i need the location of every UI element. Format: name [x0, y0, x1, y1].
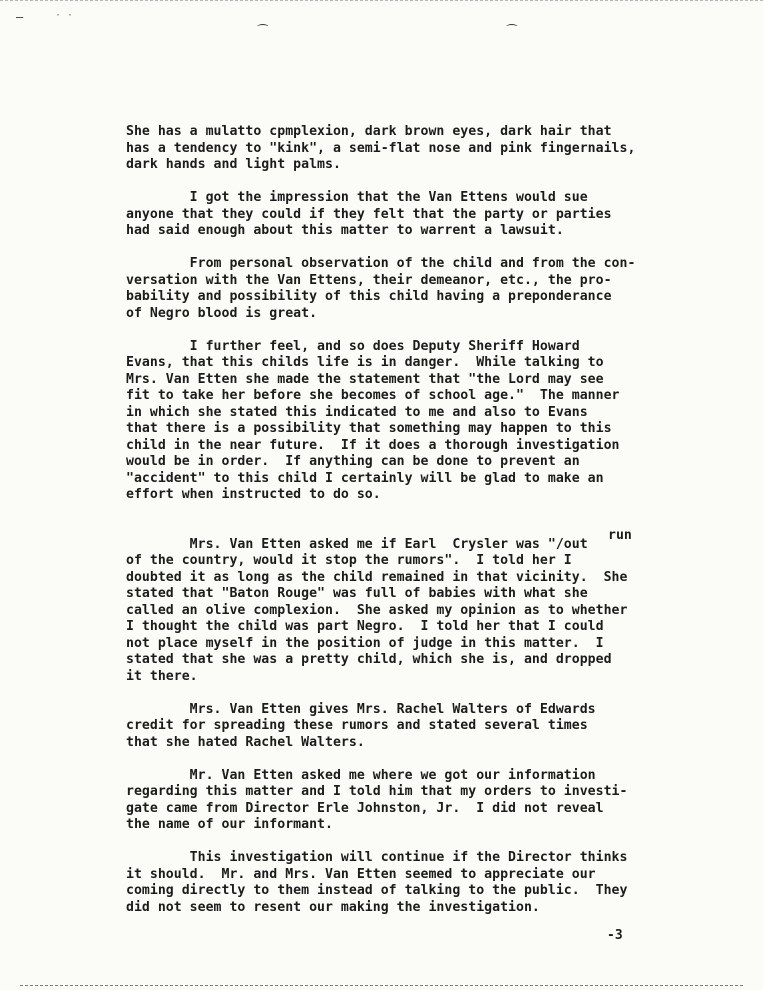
text-line: I got the impression that the Van Ettens would sue: [126, 190, 588, 205]
text-line: child in the near future. If it does a thorough investigation: [126, 437, 620, 453]
text-line: in which she stated this indicated to me and also to Evans: [126, 404, 588, 420]
report-body: [126, 124, 726, 933]
paragraph: [126, 124, 726, 174]
text-line: "accident" to this child I certainly will be glad to make an: [126, 470, 604, 486]
header-mark: ⁀: [507, 24, 517, 38]
text-line: From personal observation of the child and from the con-: [126, 256, 636, 271]
text-line: Mrs. Van Etten she made the statement that "the Lord may see: [126, 371, 604, 387]
text-line: fit to take her before she becomes of school age." The manner: [126, 388, 620, 403]
text-line: Evans, that this childs life is in danger. While talking to: [126, 355, 604, 370]
text-line: would be in order. If anything can be done to prevent an: [126, 454, 580, 469]
text-line: regarding this matter and I told him that my orders to investi-: [126, 784, 628, 799]
text-line: She has a mulatto cpmplexion, dark brown eyes, dark hair that: [126, 124, 612, 139]
paragraph: [126, 256, 726, 322]
inserted-word: run: [608, 528, 632, 543]
text-line: coming directly to them instead of talking to the public. They: [126, 883, 628, 898]
bottom-edge-rule: [20, 985, 743, 987]
text-line: doubted it as long as the child remained in that vicinity. She: [126, 569, 628, 585]
header-mark: · ·: [55, 10, 74, 21]
text-line: gate came from Director Erle Johnston, Jr. I did not reveal: [126, 800, 604, 816]
text-line: the name of our informant.: [126, 817, 333, 832]
text-line: of Negro blood is great.: [126, 305, 318, 321]
handwritten-insertion-line: [126, 520, 726, 543]
text-line: effort when instructed to do so.: [126, 487, 381, 502]
page-number: -3: [607, 928, 623, 943]
text-line: had said enough about this matter to warrent a lawsuit.: [126, 223, 564, 238]
text-line: it there.: [126, 668, 198, 684]
text-line: has a tendency to "kink", a semi-flat nose and pink fingernails,: [126, 140, 636, 156]
text-line: of the country, would it stop the rumors". I told her I: [126, 553, 572, 568]
header-mark: ⁀: [258, 24, 268, 38]
text-line: that there is a possibility that something may happen to this: [126, 421, 612, 436]
text-line: stated that she was a pretty child, which she is, and dropped: [126, 652, 612, 667]
text-line: I thought the child was part Negro. I told her that I could: [126, 619, 604, 634]
paragraph: [126, 850, 726, 916]
text-line: bability and possibility of this child having a preponderance: [126, 289, 612, 304]
text-line: Mr. Van Etten asked me where we got our information: [126, 767, 596, 783]
text-line: versation with the Van Ettens, their demeanor, etc., the pro-: [126, 272, 612, 288]
paragraph: [126, 768, 726, 834]
text-line: anyone that they could if they felt that the party or parties: [126, 206, 612, 222]
paragraph: [126, 190, 726, 240]
text-line: Mrs. Van Etten asked me if Earl Crysler was "/out: [126, 536, 588, 552]
text-line: I further feel, and so does Deputy Sheriff Howard: [126, 338, 580, 354]
text-line: called an olive complexion. She asked my opinion as to whether: [126, 602, 628, 618]
text-line: dark hands and light palms.: [126, 157, 341, 172]
paragraph: [126, 520, 726, 685]
header-mark: ‒: [16, 10, 24, 24]
text-line: did not seem to resent our making the investigation.: [126, 899, 540, 915]
text-line: Mrs. Van Etten gives Mrs. Rachel Walters of Edwards: [126, 701, 596, 717]
text-line: it should. Mr. and Mrs. Van Etten seemed to appreciate our: [126, 866, 596, 882]
text-line: credit for spreading these rumors and stated several times: [126, 718, 588, 733]
paragraph: [126, 702, 726, 752]
text-line: This investigation will continue if the Director thinks: [126, 850, 628, 865]
text-line: stated that "Baton Rouge" was full of babies with what she: [126, 586, 588, 601]
text-line: not place myself in the position of judge in this matter. I: [126, 635, 604, 651]
top-edge-dots: [0, 0, 763, 3]
text-line: that she hated Rachel Walters.: [126, 734, 365, 750]
paragraph: [126, 339, 726, 504]
